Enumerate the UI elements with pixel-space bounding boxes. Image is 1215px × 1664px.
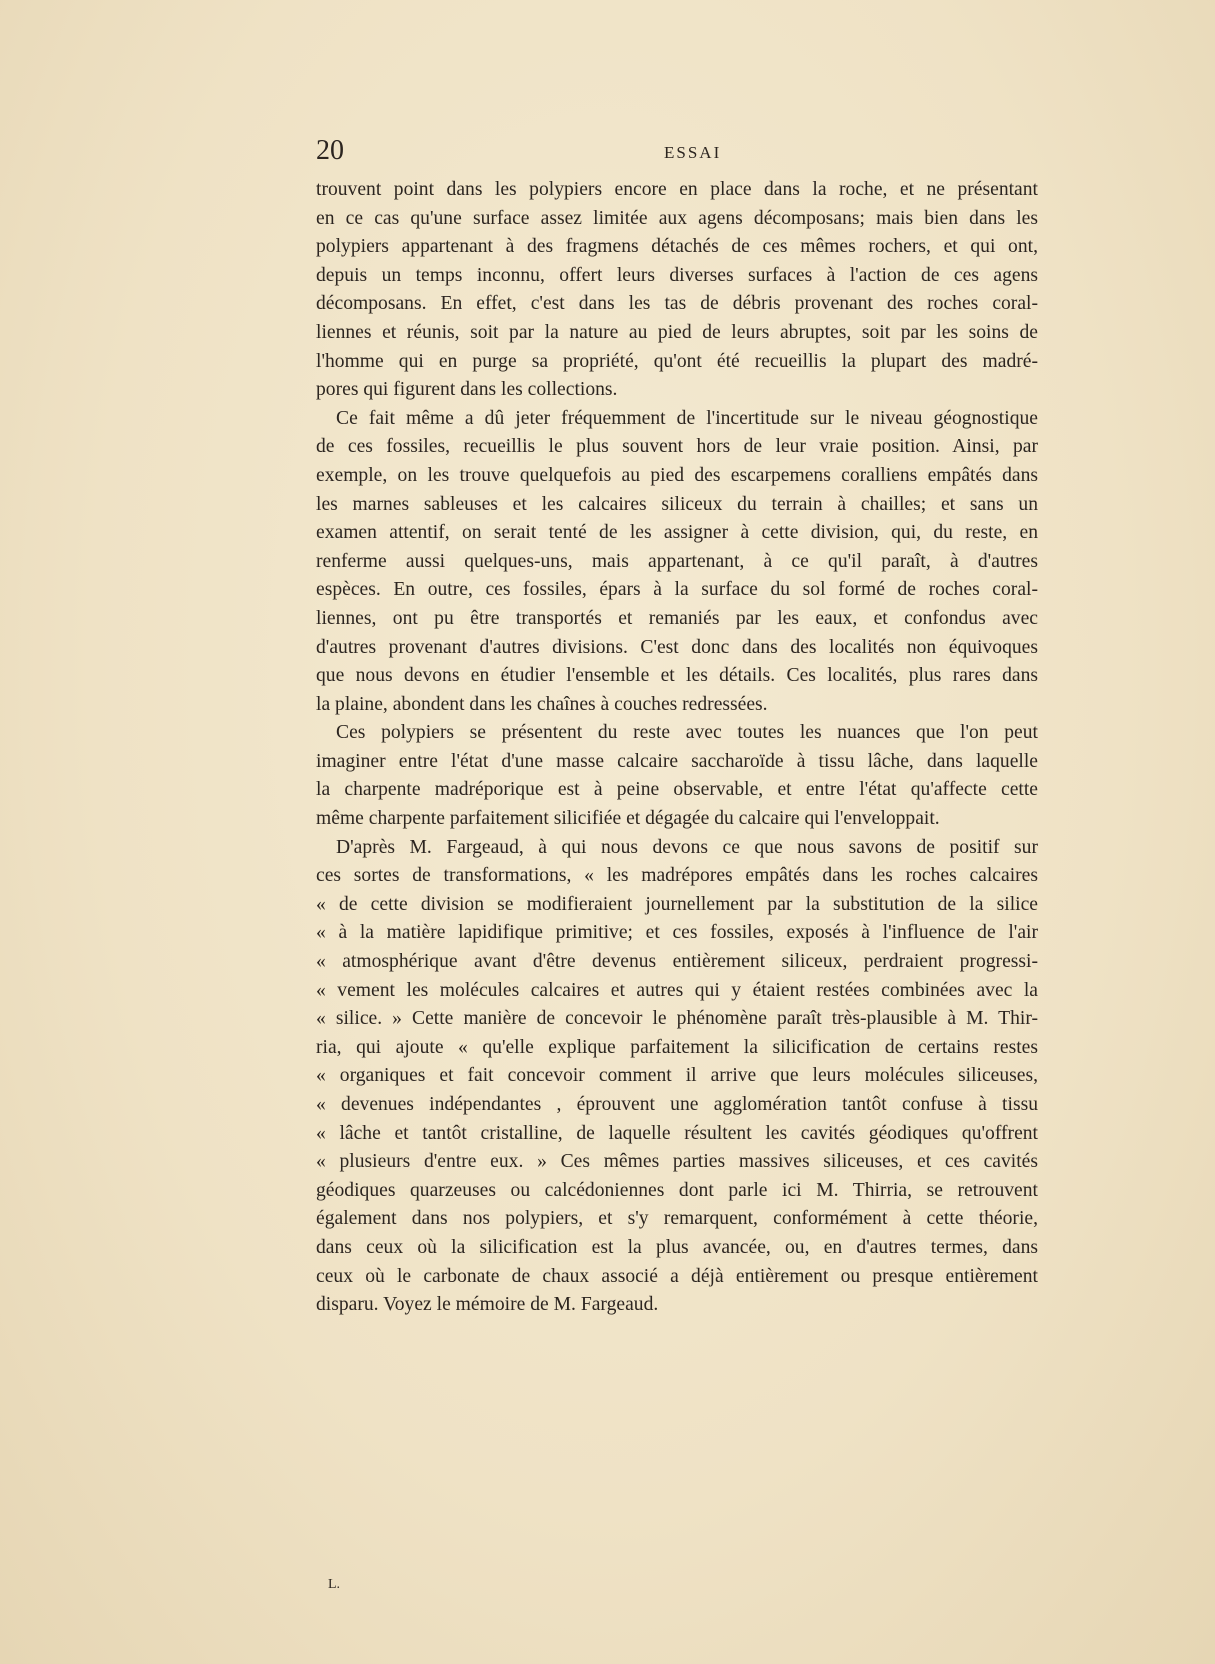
text-line: l'homme qui en purge sa propriété, qu'ont été recueillis la plupart des madré- xyxy=(316,350,1038,372)
text-line: D'après M. Fargeaud, à qui nous devons ce que nous savons de positif sur xyxy=(336,836,1038,858)
text-line: en ce cas qu'une surface assez limitée aux agens décomposans; mais bien dans les xyxy=(316,207,1038,229)
text-line: que nous devons en étudier l'ensemble et les détails. Ces localités, plus rares dans xyxy=(316,665,1038,687)
text-line: la charpente madréporique est à peine observable, et entre l'état qu'affecte cette xyxy=(316,779,1038,801)
signature: L. xyxy=(328,1577,341,1592)
page-header xyxy=(316,135,1036,171)
text-line: de ces fossiles, recueillis le plus souvent hors de leur vraie position. Ainsi, par xyxy=(316,436,1038,458)
text-line: les marnes sableuses et les calcaires siliceux du terrain à chailles; et sans un xyxy=(316,493,1038,515)
text-line: dans ceux où la silicification est la plus avancée, ou, en d'autres termes, dans xyxy=(316,1236,1038,1258)
text-line: d'autres provenant d'autres divisions. C'est donc dans des localités non équivoques xyxy=(316,636,1038,658)
text-line: « devenues indépendantes , éprouvent une agglomération tantôt confuse à tissu xyxy=(316,1094,1038,1115)
text-line: polypiers appartenant à des fragmens détachés de ces mêmes rochers, et qui ont, xyxy=(316,236,1038,258)
page-number: 20 xyxy=(316,135,344,166)
text-line: liennes, ont pu être transportés et remaniés par les eaux, et confondus avec xyxy=(316,607,1038,629)
text-line: ces sortes de transformations, « les madrépores empâtés dans les roches calcaires xyxy=(316,865,1038,887)
text-line: trouvent point dans les polypiers encore en place dans la roche, et ne présentant xyxy=(316,179,1038,200)
text-line: « lâche et tantôt cristalline, de laquelle résultent les cavités géodiques qu'offrent xyxy=(316,1122,1038,1144)
text-line: disparu. Voyez le mémoire de M. Fargeaud. xyxy=(316,1294,659,1316)
text-line: ceux où le carbonate de chaux associé a déjà entièrement ou presque entièrement xyxy=(316,1265,1038,1287)
running-head: ESSAI xyxy=(664,143,722,162)
text-line: pores qui figurent dans les collections. xyxy=(316,379,618,401)
text-line: « de cette division se modifieraient journellement par la substitution de la silice xyxy=(316,893,1038,915)
text-line: Ces polypiers se présentent du reste avec toutes les nuances que l'on peut xyxy=(336,722,1038,744)
text-line: « plusieurs d'entre eux. » Ces mêmes parties massives siliceuses, et ces cavités xyxy=(316,1151,1038,1173)
text-line: la plaine, abondent dans les chaînes à couches redressées. xyxy=(316,693,768,715)
text-line: également dans nos polypiers, et s'y remarquent, conformément à cette théorie, xyxy=(316,1208,1038,1230)
body-text xyxy=(316,176,1038,1320)
text-line: « silice. » Cette manière de concevoir le phénomène paraît très-plausible à M. Thir- xyxy=(316,1008,1038,1030)
text-line: imaginer entre l'état d'une masse calcaire saccharoïde à tissu lâche, dans laquelle xyxy=(316,750,1038,772)
text-line: exemple, on les trouve quelquefois au pied des escarpemens coralliens empâtés dans xyxy=(316,464,1038,486)
text-line: géodiques quarzeuses ou calcédoniennes dont parle ici M. Thirria, se retrouvent xyxy=(316,1179,1038,1201)
text-line: « vement les molécules calcaires et autres qui y étaient restées combinées avec la xyxy=(316,979,1038,1001)
text-line: examen attentif, on serait tenté de les assigner à cette division, qui, du reste, en xyxy=(316,522,1038,544)
text-line: « organiques et fait concevoir comment il arrive que leurs molécules siliceuses, xyxy=(316,1065,1038,1087)
text-line: Ce fait même a dû jeter fréquemment de l'incertitude sur le niveau géognostique xyxy=(336,407,1038,429)
text-line: liennes et réunis, soit par la nature au pied de leurs abruptes, soit par les soins de xyxy=(316,321,1038,343)
text-line: depuis un temps inconnu, offert leurs diverses surfaces à l'action de ces agens xyxy=(316,264,1038,286)
text-line: « à la matière lapidifique primitive; et ces fossiles, exposés à l'influence de l'air xyxy=(316,922,1038,944)
text-line: même charpente parfaitement silicifiée et dégagée du calcaire qui l'enveloppait. xyxy=(316,808,940,830)
text-line: renferme aussi quelques-uns, mais appartenant, à ce qu'il paraît, à d'autres xyxy=(316,550,1038,572)
text-line: « atmosphérique avant d'être devenus entièrement siliceux, perdraient progressi- xyxy=(316,951,1038,973)
text-line: décomposans. En effet, c'est dans les tas de débris provenant des roches coral- xyxy=(316,293,1038,315)
text-line: espèces. En outre, ces fossiles, épars à la surface du sol formé de roches coral- xyxy=(316,579,1038,601)
text-line: ria, qui ajoute « qu'elle explique parfaitement la silicification de certains restes xyxy=(316,1036,1038,1058)
